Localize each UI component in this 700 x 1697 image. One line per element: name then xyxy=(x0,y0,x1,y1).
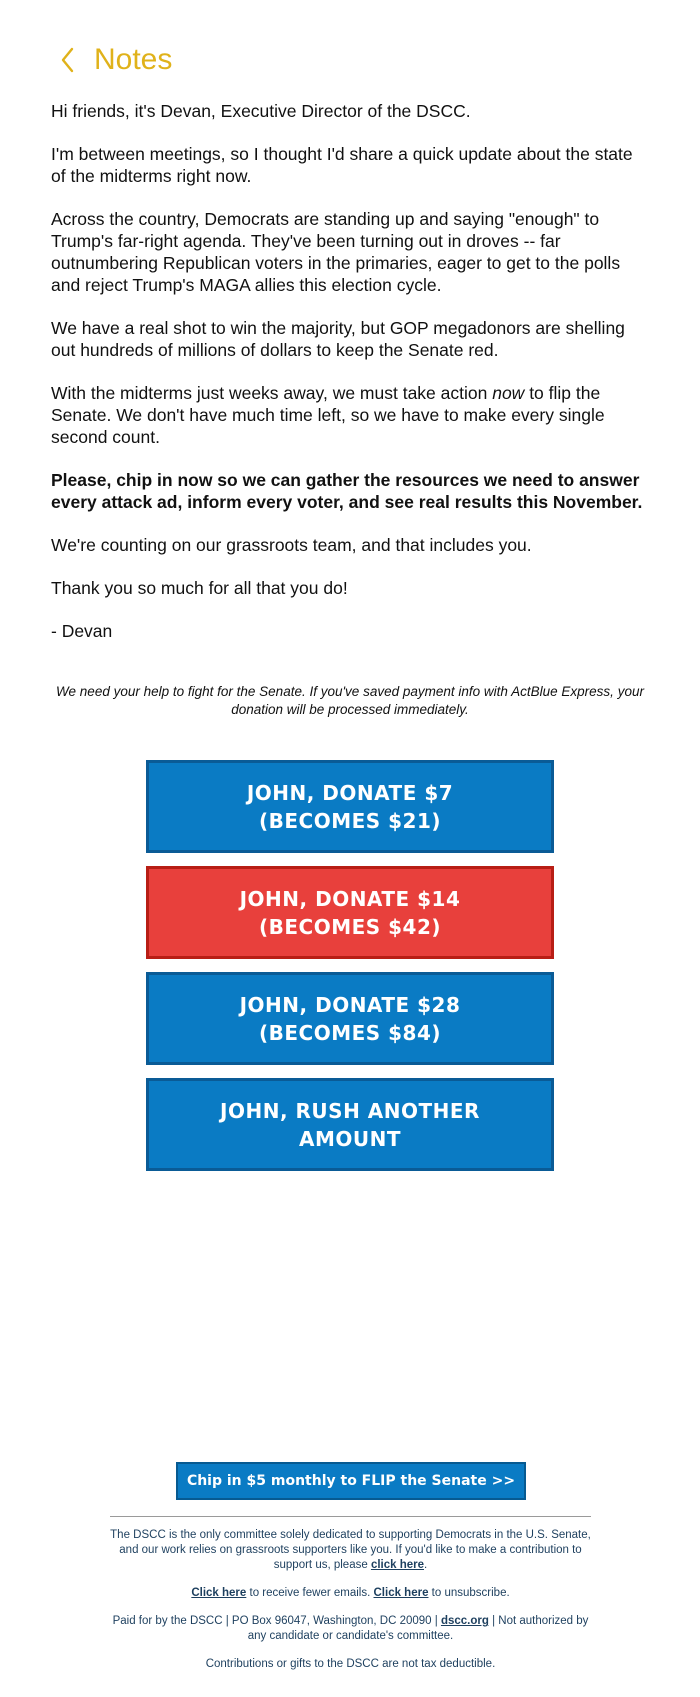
footer-tax-note: Contributions or gifts to the DSCC are not tax deductible. xyxy=(205,1658,496,1670)
letter-paragraph: Thank you so much for all that you do! xyxy=(51,578,348,598)
unsubscribe-link[interactable]: Click here xyxy=(373,1587,429,1599)
donate-button-label: JOHN, DONATE $28 (BECOMES $84) xyxy=(239,992,461,1045)
notes-header[interactable] xyxy=(60,40,172,80)
donate-14-button[interactable] xyxy=(146,866,554,959)
letter-paragraph: We have a real shot to win the majority, but GOP megadonors are shelling out hundreds of millions of dollars to keep the Senate red. xyxy=(51,318,625,360)
letter-call-to-action: Please, chip in now so we can gather the resources we need to answer every attack ad, inform every voter, and see real results this November. xyxy=(51,470,643,512)
contribute-link[interactable]: click here xyxy=(370,1559,425,1571)
donate-other-amount-button[interactable] xyxy=(146,1078,554,1171)
notes-title[interactable]: Notes xyxy=(94,43,173,76)
letter-paragraph xyxy=(51,382,651,448)
dscc-site-link[interactable]: dscc.org xyxy=(440,1615,489,1627)
letter-signoff: - Devan xyxy=(51,621,113,641)
donate-button-label: JOHN, RUSH ANOTHER AMOUNT xyxy=(220,1098,480,1151)
letter-paragraph: I'm between meetings, so I thought I'd share a quick update about the state of the midterms right now. xyxy=(51,144,633,186)
donate-7-button[interactable] xyxy=(146,760,554,853)
letter-text: With the midterms just weeks away, we must take action xyxy=(51,383,493,403)
letter-emphasis: now xyxy=(492,383,525,403)
letter-greeting: Hi friends, it's Devan, Executive Director of the DSCC. xyxy=(51,101,471,121)
footer-about xyxy=(110,1528,591,1573)
donate-button-label: JOHN, DONATE $14 (BECOMES $42) xyxy=(239,886,461,939)
footer-text: Paid for by the DSCC | PO Box 96047, Washington, DC 20090 | xyxy=(112,1615,441,1627)
letter-paragraph: Across the country, Democrats are standing up and saying "enough" to Trump's far-right agenda. They've been turning out in droves -- far outnumbering Republican voters in the primaries, eager to get to the polls and reject Trump's MAGA allies this election cycle. xyxy=(51,209,621,295)
footer-paid-for xyxy=(110,1614,591,1644)
footer-text: to unsubscribe. xyxy=(428,1587,510,1599)
footer-text: | Not authorized by any candidate or candidate's committee. xyxy=(247,1615,589,1642)
chevron-left-icon[interactable] xyxy=(60,40,88,80)
monthly-donate-button[interactable]: Chip in $5 monthly to FLIP the Senate >> xyxy=(176,1462,526,1500)
letter-paragraph: We're counting on our grassroots team, and that includes you. xyxy=(51,535,532,555)
donate-28-button[interactable] xyxy=(146,972,554,1065)
footer-email-prefs xyxy=(110,1586,591,1601)
footer-text: . xyxy=(424,1559,428,1571)
fewer-emails-link[interactable]: Click here xyxy=(191,1587,247,1599)
footer-text: The DSCC is the only committee solely dedicated to supporting Democrats in the U.S. Senate, and our work relies on grassroots supporters like you. If you'd like to make a contribution to support us, please xyxy=(110,1529,591,1571)
letter-body xyxy=(51,100,651,663)
letter-text: to flip the Senate. We don't have much time left, so we have to make every single second count. xyxy=(51,383,605,447)
donate-button-label: JOHN, DONATE $7 (BECOMES $21) xyxy=(246,780,454,833)
footer-text: to receive fewer emails. xyxy=(246,1587,374,1599)
payment-note: We need your help to fight for the Senate. If you've saved payment info with ActBlue Express, your donation will be processed immediately. xyxy=(56,684,644,717)
footer xyxy=(110,1528,591,1685)
footer-divider xyxy=(110,1516,591,1517)
